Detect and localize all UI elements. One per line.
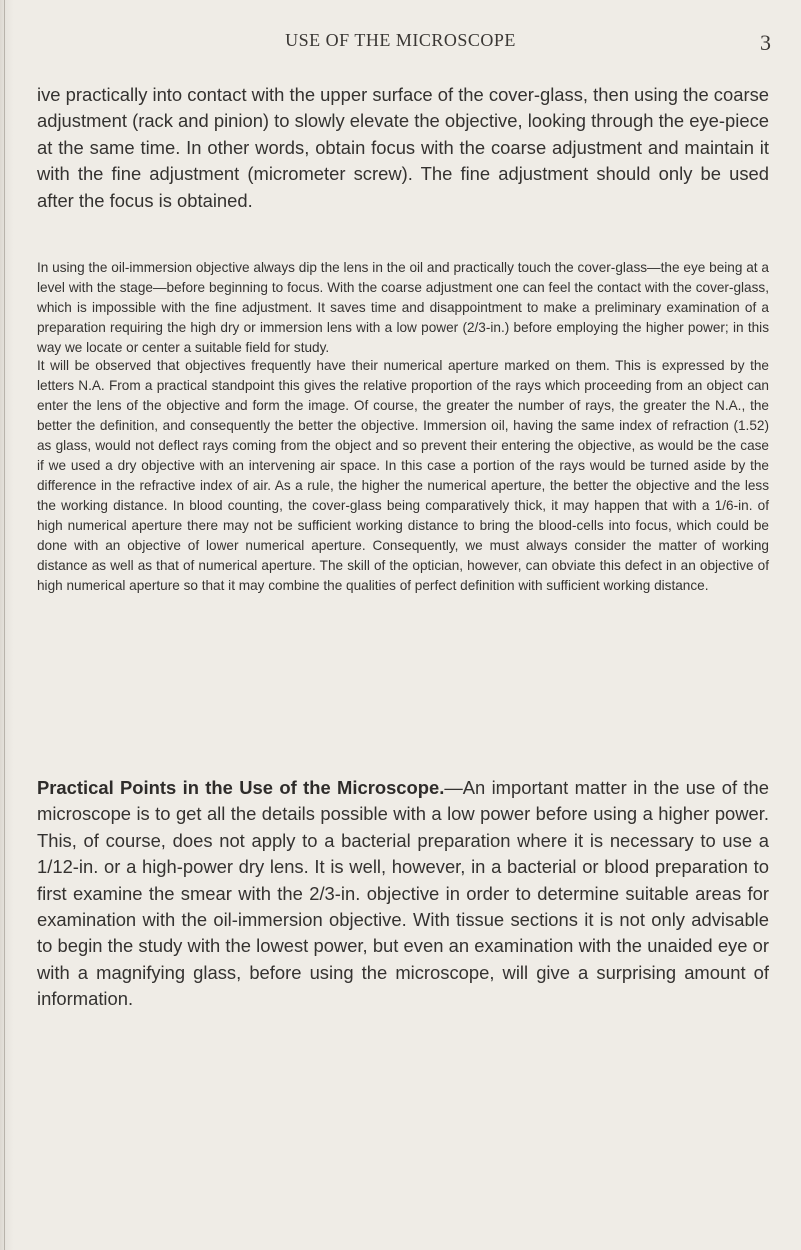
- paragraph-numerical-aperture: It will be observed that objectives frequently have their numerical aperture marked on them. This is expressed by the letters N.A. From a practical standpoint this gives the relative proportion of the rays which proceeding from an object can enter the lens of the objective and form the image. Of course, the greater the number of rays, the greater the N.A., the better the definition, and consequently the better the objective. Immersion oil, having the same index of refraction (1.52) as glass, would not deflect rays coming from the object and so prevent their entering the objective, as would be the case if we used a dry objective with an intervening air space. In this case a portion of the rays would be turned aside by the difference in the refractive index of air. As a rule, the higher the numerical aperture, the better the objective and the less the working distance. In blood counting, the cover-glass being comparatively thick, it may happen that with a 1/6-in. of high numerical aperture there may not be sufficient working distance to bring the blood-cells into focus, which could be done with an objective of lower numerical aperture. Consequently, we must always consider the matter of working distance as well as that of numerical aperture. The skill of the optician, however, can obviate this defect in an objective of high numerical aperture so that it may combine the qualities of perfect definition with sufficient working distance.: [37, 358, 769, 593]
- paragraph-practical-points: [37, 775, 769, 1013]
- section-heading: Practical Points in the Use of the Microscope.: [37, 777, 445, 798]
- page-gutter: [4, 0, 5, 1250]
- paragraph-focus-procedure: ive practically into contact with the upper surface of the cover-glass, then using the coarse adjustment (rack and pinion) to slowly elevate the objective, looking through the eye-piece at the same time. In other words, obtain focus with the coarse adjustment and maintain it with the fine adjustment (micrometer screw). The fine adjustment should only be used after the focus is obtained.: [37, 84, 769, 211]
- page-number: 3: [760, 30, 771, 55]
- running-head: [0, 30, 801, 54]
- running-title: USE OF THE MICROSCOPE: [285, 30, 516, 50]
- section-body: —An important matter in the use of the microscope is to get all the details possible with a low power before using a higher power. This, of course, does not apply to a bacterial preparation where it is necessary to use a 1/12-in. or a high-power dry lens. It is well, however, in a bacterial or blood preparation to first examine the smear with the 2/3-in. objective in order to determine suitable areas for examination with the oil-immersion objective. With tissue sections it is not only advisable to begin the study with the lowest power, but even an examination with the unaided eye or with a magnifying glass, before using the microscope, will give a surprising amount of information.: [37, 777, 769, 1010]
- paragraph-oil-immersion: In using the oil-immersion objective always dip the lens in the oil and practically touch the cover-glass—the eye being at a level with the stage—before beginning to focus. With the coarse adjustment one can feel the contact with the cover-glass, which is impossible with the fine adjustment. It saves time and disappointment to make a preliminary examination of a preparation requiring the high dry or immersion lens with a low power (2/3-in.) before employing the higher power; in this way we locate or center a suitable field for study.: [37, 260, 769, 355]
